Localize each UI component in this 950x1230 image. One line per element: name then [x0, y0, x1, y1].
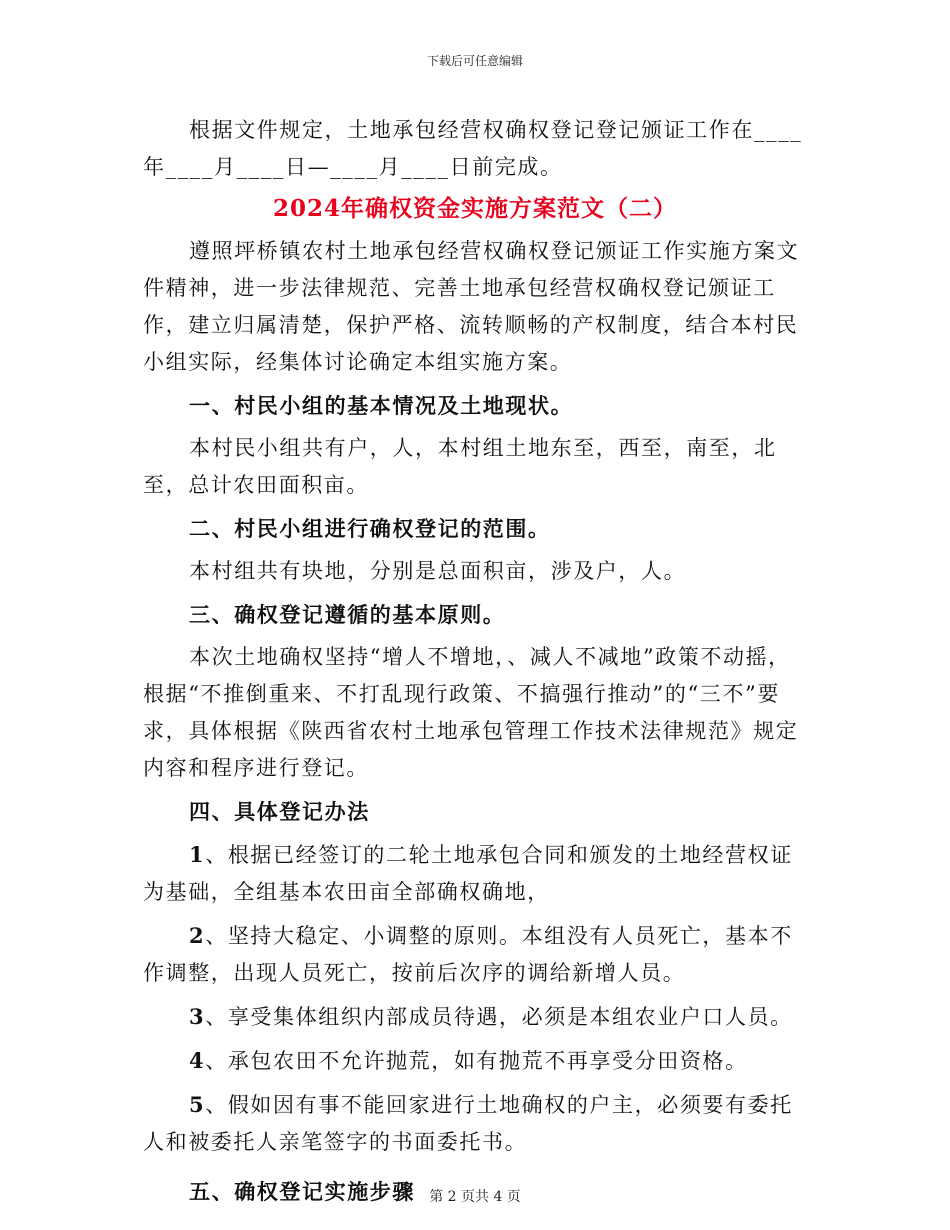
- page-footer: 第 2 页共 4 页: [429, 1189, 521, 1205]
- list-item-text: 、坚持大稳定、小调整的原则。本组没有人员死亡，基本不作调整，出现人员死亡，按前后次序的调给新增人员。: [143, 924, 793, 985]
- list-item-text: 、根据已经签订的二轮土地承包合同和颁发的土地经营权证为基础，全组基本农田亩全部确权确地，: [143, 843, 793, 904]
- section-2-body: 本村组共有块地，分别是总面积亩，涉及户，人。: [189, 559, 687, 583]
- list-item-number: 2: [189, 923, 206, 948]
- list-item-number: 5: [189, 1092, 206, 1117]
- intro-paragraph: 根据文件规定，土地承包经营权确权登记登记颁证工作在____年____月____日—____月____日前完成。: [143, 118, 803, 179]
- list-item-text: 、享受集体组织内部成员待遇，必须是本组农业户口人员。: [205, 1005, 793, 1029]
- list-item: [143, 998, 807, 1036]
- list-item: [143, 917, 807, 992]
- section-4-heading: 四、具体登记办法: [189, 799, 370, 824]
- list-item-number: 3: [189, 1004, 206, 1029]
- list-item: [143, 836, 807, 911]
- list-item: [143, 1042, 807, 1080]
- list-item-number: 4: [189, 1048, 206, 1073]
- section-1-body: 本村民小组共有户，人，本村组土地东至，西至，南至，北至，总计农田面积亩。: [143, 436, 777, 497]
- document-title: 2024年确权资金实施方案范文（二）: [272, 195, 677, 222]
- page-header: 下载后可任意编辑: [426, 54, 523, 68]
- section-1-heading: 一、村民小组的基本情况及土地现状。: [189, 393, 574, 418]
- list-item-number: 1: [189, 842, 206, 867]
- section-3-heading: 三、确权登记遵循的基本原则。: [189, 602, 506, 627]
- section-2-heading: 二、村民小组进行确权登记的范围。: [189, 516, 551, 541]
- section-3-body: 本次土地确权坚持“增人不增地，、减人不减地”政策不动摇，根据“不推倒重来、不打乱现行政策、不搞强行推动”的“三不”要求，具体根据《陕西省农村土地承包管理工作技术法律规范》规定内容和程序进行登记。: [143, 645, 799, 780]
- list-item-text: 、假如因有事不能回家进行土地确权的户主，必须要有委托人和被委托人亲笔签字的书面委托书。: [143, 1093, 793, 1154]
- section-5-heading: 五、确权登记实施步骤: [189, 1179, 415, 1204]
- list-item: [143, 1086, 807, 1161]
- document-body: [143, 112, 807, 1210]
- list-item-text: 、承包农田不允许抛荒，如有抛荒不再享受分田资格。: [205, 1049, 748, 1073]
- preamble-paragraph: 遵照坪桥镇农村土地承包经营权确权登记颁证工作实施方案文件精神，进一步法律规范、完善土地承包经营权确权登记颁证工作，建立归属清楚，保护严格、流转顺畅的产权制度，结合本村民小组实际，经集体讨论确定本组实施方案。: [143, 239, 800, 374]
